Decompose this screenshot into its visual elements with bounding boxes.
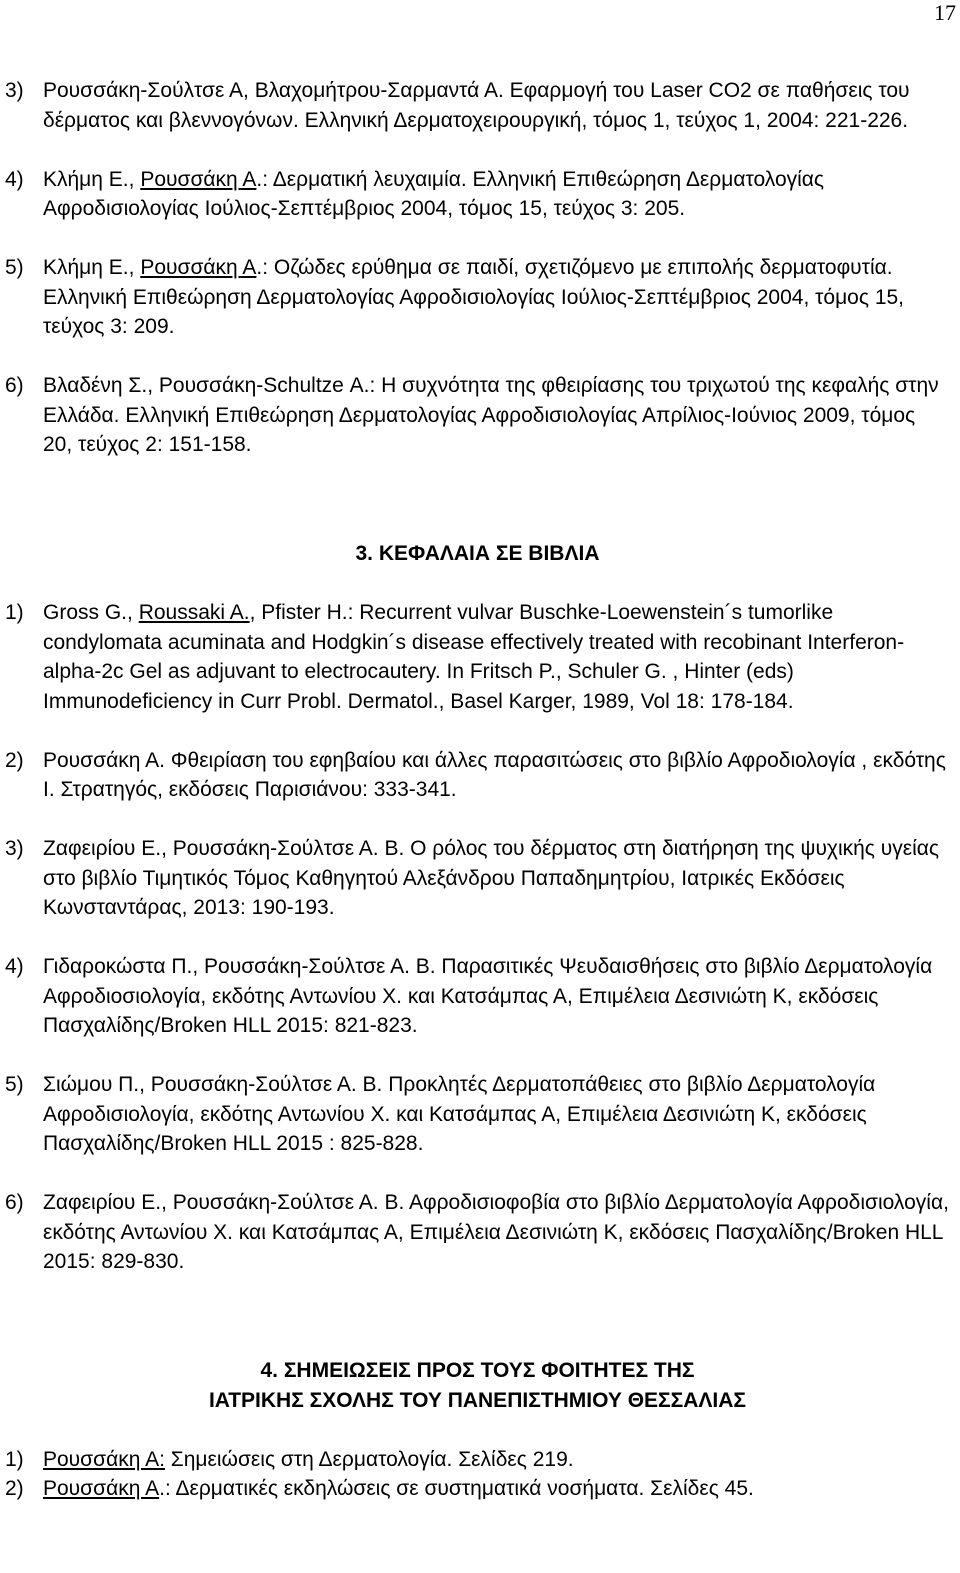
- reference-number: 5): [5, 256, 24, 279]
- reference-text: Σιώμου Π., Ρουσσάκη-Σούλτσε Α. Β. Προκλητές Δερματοπάθειες στο βιβλίο Δερματολογία Αφροδισιολογία, εκδότης Αντωνίου Χ. και Κατσάμπας Α, Επιμέλεια Δεσινιώτη Κ, εκδόσεις Πασχαλίδης/Broken HLL 2015 : 825-828.: [43, 1073, 876, 1155]
- section-spacer: [5, 489, 950, 539]
- reference-number: 1): [5, 601, 24, 624]
- reference-text: Gross G., Roussaki A., Pfister H.: Recurrent vulvar Buschke-Loewenstein´s tumorlike condylomata acuminata and Hodgkin´s disease effectively treated with recobinant Interferon-alpha-2c Gel as adjuvant to electrocautery. In Fritsch P., Schuler G. , Hinter (eds) Immunodeficiency in Curr Probl. Dermatol., Basel Karger, 1989, Vol 18: 178-184.: [43, 601, 905, 713]
- reference-text: Γιδαροκώστα Π., Ρουσσάκη-Σούλτσε Α. Β. Παρασιτικές Ψευδαισθήσεις στο βιβλίο Δερματολογία Αφροδιοσιολογία, εκδότης Αντωνίου Χ. και Κατσάμπας Α, Επιμέλεια Δεσινιώτη Κ, εκδόσεις Πασχαλίδης/Broken HLL 2015: 821-823.: [43, 955, 933, 1037]
- document-body: [5, 76, 950, 1504]
- reference-text: Βλαδένη Σ., Ρουσσάκη-Schultze Α.: Η συχνότητα της φθειρίασης του τριχωτού της κεφαλής στην Ελλάδα. Ελληνική Επιθεώρηση Δερματολογίας Αφροδισιολογίας Απρίλιος-Ιούνιος 2009, τόμος 20, τεύχος 2: 151-158.: [43, 374, 939, 456]
- reference-number: 4): [5, 955, 24, 978]
- reference-item: [5, 1070, 950, 1159]
- reference-text: Ρουσσάκη Α. Φθειρίαση του εφηβαίου και άλλες παρασιτώσεις στο βιβλίο Αφροδιολογία , εκδότης Ι. Στρατηγός, εκδόσεις Παρισιάνου: 333-341.: [43, 748, 946, 801]
- reference-item: [5, 834, 950, 923]
- reference-number: 1): [5, 1447, 24, 1471]
- reference-number: 3): [5, 837, 24, 860]
- section-student-notes: [5, 1356, 950, 1504]
- reference-number: 3): [5, 79, 24, 102]
- reference-item: [5, 598, 950, 716]
- reference-number: 6): [5, 374, 24, 397]
- reference-item: [5, 76, 950, 135]
- section-heading: [5, 1356, 950, 1415]
- reference-item: [5, 952, 950, 1041]
- reference-number: 4): [5, 167, 24, 191]
- section-book-chapters: [5, 539, 950, 1277]
- reference-text: Ρουσσάκη Α: Σημειώσεις στη Δερματολογία. Σελίδες 219.: [43, 1447, 574, 1471]
- reference-text: Ρουσσάκη-Σούλτσε Α, Βλαχομήτρου-Σαρμαντά Α. Εφαρμογή του Laser CO2 σε παθήσεις του δέρματος και βλεννογόνων. Ελληνική Δερματοχειρουργική, τόμος 1, τεύχος 1, 2004: 221-226.: [43, 79, 910, 132]
- reference-item: [5, 1474, 950, 1504]
- reference-item: [5, 253, 950, 342]
- reference-number: 2): [5, 1477, 24, 1500]
- section-heading: 3. ΚΕΦΑΛΑΙΑ ΣΕ ΒΙΒΛΙΑ: [355, 542, 600, 565]
- reference-text: Ρουσσάκη Α.: Δερματικές εκδηλώσεις σε συστηματικά νοσήματα. Σελίδες 45.: [43, 1477, 754, 1500]
- reference-text: Κλήμη Ε., Ρουσσάκη Α.: Οζώδες ερύθημα σε παιδί, σχετιζόμενο με επιπολής δερματοφυτία. Ελληνική Επιθεώρηση Δερματολογίας Αφροδισιολογίας Ιούλιος-Σεπτέμβριος 2004, τόμος 15, τεύχος 3: 209.: [43, 256, 905, 338]
- reference-number: 5): [5, 1073, 24, 1096]
- reference-item: [5, 371, 950, 460]
- reference-text: Ζαφειρίου Ε., Ρουσσάκη-Σούλτσε Α. Β. Ο ρόλος του δέρματος στη διατήρηση της ψυχικής υγείας στο βιβλίο Τιμητικός Τόμος Καθηγητού Αλεξάνδρου Παπαδημητρίου, Ιατρικές Εκδόσεις Κωνσταντάρας, 2013: 190-193.: [43, 837, 940, 919]
- reference-item: [5, 1188, 950, 1277]
- section-heading-line: 4. ΣΗΜΕΙΩΣΕΙΣ ΠΡΟΣ ΤΟΥΣ ΦΟΙΤΗΤΕΣ ΤΗΣ: [260, 1359, 695, 1382]
- reference-text: Ζαφειρίου Ε., Ρουσσάκη-Σούλτσε Α. Β. Αφροδισιοφοβία στο βιβλίο Δερματολογία Αφροδισιολογία, εκδότης Αντωνίου Χ. και Κατσάμπας Α, Επιμέλεια Δεσινιώτη Κ, εκδόσεις Πασχαλίδης/Broken HLL 2015: 829-830.: [43, 1191, 949, 1273]
- reference-text: Κλήμη Ε., Ρουσσάκη Α.: Δερματική λευχαιμία. Ελληνική Επιθεώρηση Δερματολογίας Αφροδισιολογίας Ιούλιος-Σεπτέμβριος 2004, τόμος 15, τεύχος 3: 205.: [43, 167, 825, 220]
- section-spacer: [5, 1306, 950, 1356]
- reference-number: 6): [5, 1191, 24, 1214]
- reference-item: [5, 746, 950, 805]
- section-heading-line: ΙΑΤΡΙΚΗΣ ΣΧΟΛΗΣ ΤΟΥ ΠΑΝΕΠΙΣΤΗΜΙΟΥ ΘΕΣΣΑΛΙΑΣ: [208, 1388, 747, 1412]
- journal-references: [5, 76, 950, 460]
- reference-item: [5, 1445, 950, 1475]
- page-number: 17: [934, 0, 956, 25]
- reference-item: [5, 165, 950, 224]
- reference-number: 2): [5, 748, 24, 772]
